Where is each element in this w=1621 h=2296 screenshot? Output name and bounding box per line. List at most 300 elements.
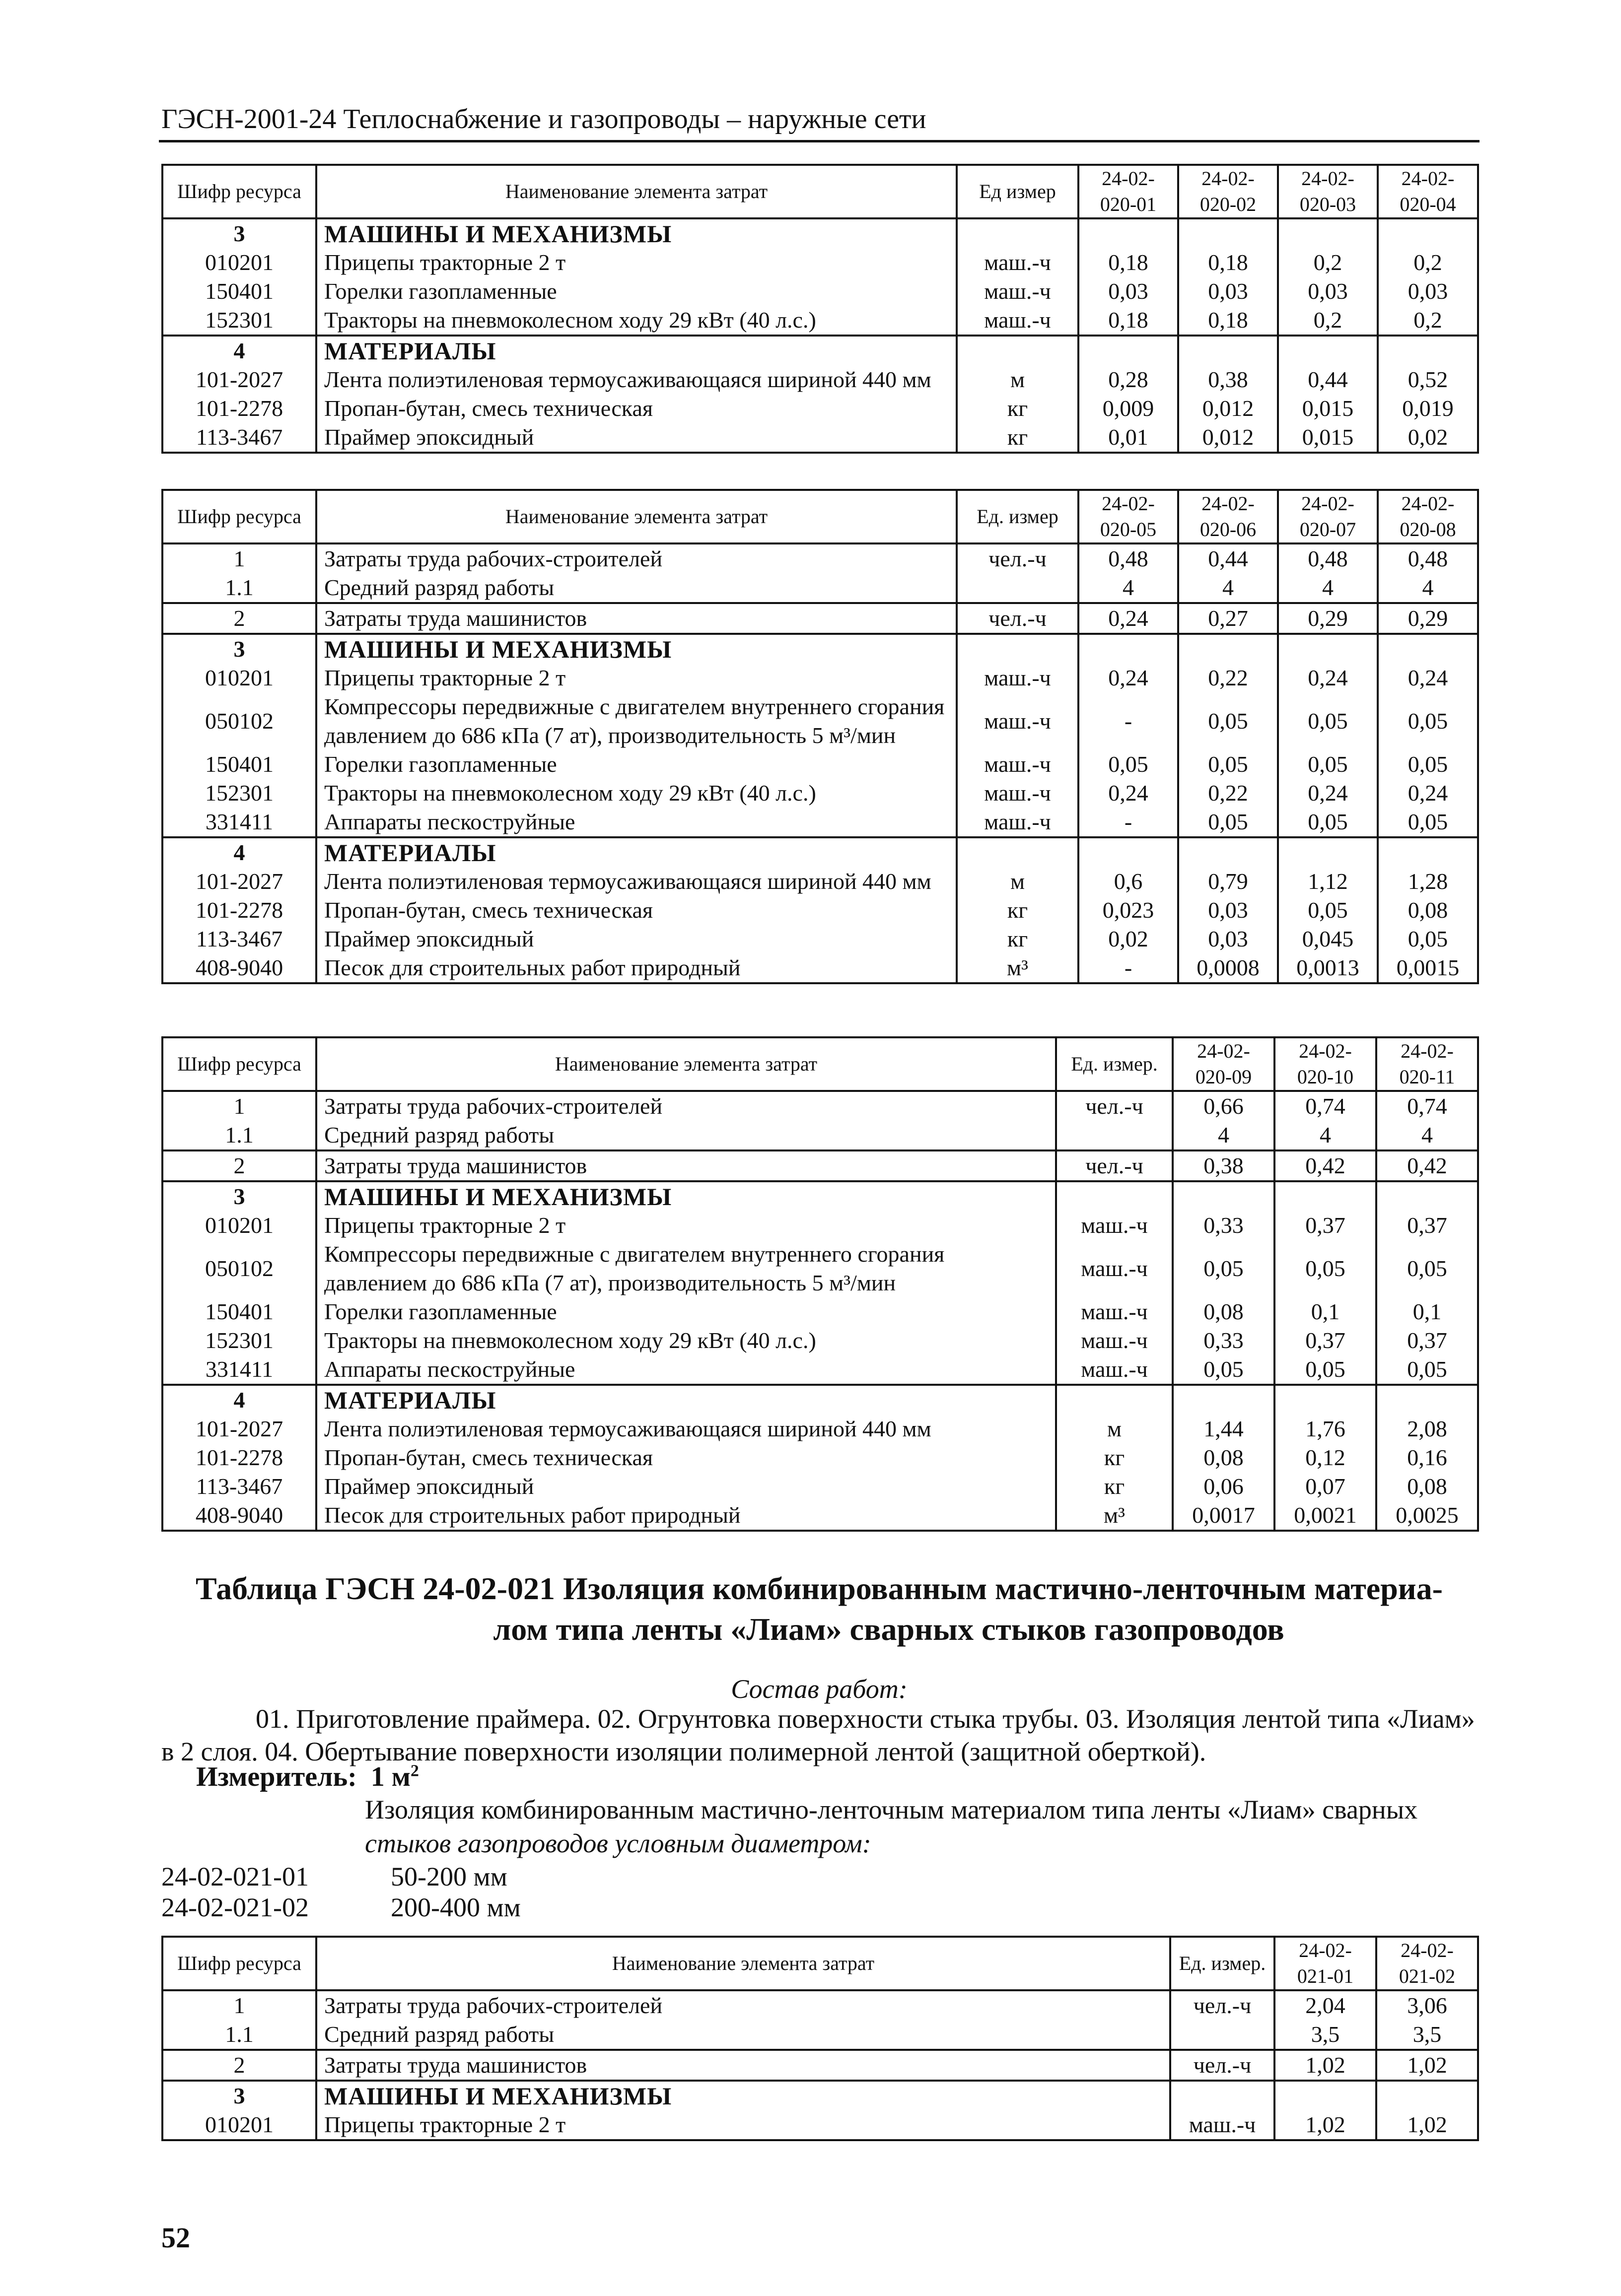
- cell-value: 4: [1274, 1121, 1376, 1150]
- cell-value: 0,05: [1278, 808, 1378, 837]
- cell-code: 1.1: [162, 2020, 316, 2050]
- cell-name: Средний разряд работы: [316, 573, 957, 603]
- cell-value: 0,012: [1178, 423, 1278, 453]
- column-header-norm: 24-02-020-08: [1378, 490, 1478, 543]
- cell-name: Песок для строительных работ природный: [316, 1501, 1056, 1531]
- cell-code: 1.1: [162, 1121, 316, 1150]
- cell-value: 0,08: [1378, 896, 1478, 925]
- cell-unit: маш.-ч: [957, 750, 1078, 779]
- cell-code: 1: [162, 543, 316, 573]
- cell-value: 0,52: [1378, 365, 1478, 394]
- cell-value: 3,5: [1376, 2020, 1478, 2050]
- cell-value: 0,44: [1278, 365, 1378, 394]
- column-header-code: Шифр ресурса: [162, 1937, 316, 1990]
- cell-unit: м³: [957, 953, 1078, 983]
- cell-unit: маш.-ч: [957, 306, 1078, 336]
- cell-value: 3,5: [1274, 2020, 1376, 2050]
- cell-value: [1376, 2081, 1478, 2110]
- cell-value: 0,05: [1378, 808, 1478, 837]
- cell-value: 0,03: [1178, 896, 1278, 925]
- cell-unit: [1056, 1121, 1173, 1150]
- table-row: [162, 837, 1478, 867]
- column-header-unit: Ед. измер.: [1170, 1937, 1274, 1990]
- cell-code: 150401: [162, 1297, 316, 1326]
- cell-code: 2: [162, 603, 316, 634]
- cell-value: 0,22: [1178, 779, 1278, 808]
- cell-value: 0,24: [1078, 603, 1178, 634]
- cell-name: Затраты труда рабочих-строителей: [316, 1091, 1056, 1121]
- cell-value: 0,009: [1078, 394, 1178, 423]
- cell-code: 010201: [162, 2110, 316, 2140]
- column-header-norm: 24-02-020-01: [1078, 165, 1178, 218]
- table-row: [162, 634, 1478, 664]
- cell-value: 1,02: [1376, 2110, 1478, 2140]
- column-header-name: Наименование элемента затрат: [316, 1937, 1170, 1990]
- cell-name: Тракторы на пневмоколесном ходу 29 кВт (40 л.с.): [316, 1326, 1056, 1355]
- cell-value: 0,33: [1173, 1326, 1274, 1355]
- column-header-code: Шифр ресурса: [162, 490, 316, 543]
- cell-value: 0,08: [1376, 1472, 1478, 1501]
- cell-code: 152301: [162, 306, 316, 336]
- cell-unit: маш.-ч: [1056, 1297, 1173, 1326]
- header-rule: [159, 140, 1480, 142]
- table-row: [162, 1501, 1478, 1531]
- column-header-norm: 24-02-020-05: [1078, 490, 1178, 543]
- norm-ref-label: 200-400 мм: [391, 1892, 521, 1922]
- table-row: [162, 1443, 1478, 1472]
- cell-value: 0,74: [1376, 1091, 1478, 1121]
- table-row: [162, 1240, 1478, 1297]
- norm-ref-row: [161, 1861, 507, 1892]
- header-row: [162, 490, 1478, 543]
- cell-value: [1378, 837, 1478, 867]
- cell-value: 0,03: [1178, 277, 1278, 306]
- column-header-norm: 24-02-020-09: [1173, 1037, 1274, 1091]
- cell-value: 0,0015: [1378, 953, 1478, 983]
- cell-value: 0,18: [1178, 248, 1278, 277]
- cell-name: Праймер эпоксидный: [316, 925, 957, 953]
- cell-value: [1274, 2081, 1376, 2110]
- header-row: [162, 165, 1478, 218]
- cell-code: 101-2027: [162, 867, 316, 896]
- cell-value: [1378, 336, 1478, 365]
- cell-unit: чел.-ч: [1056, 1091, 1173, 1121]
- cell-unit: кг: [1056, 1472, 1173, 1501]
- cell-value: 0,24: [1378, 664, 1478, 692]
- cell-value: 0,023: [1078, 896, 1178, 925]
- table-row: [162, 953, 1478, 983]
- table-row: [162, 543, 1478, 573]
- cell-name: Затраты труда машинистов: [316, 2050, 1170, 2081]
- cell-name: Песок для строительных работ природный: [316, 953, 957, 983]
- cell-unit: маш.-ч: [957, 808, 1078, 837]
- cell-value: 0,38: [1173, 1150, 1274, 1181]
- cell-value: 0,74: [1274, 1091, 1376, 1121]
- cell-value: 0,02: [1378, 423, 1478, 453]
- column-header-code: Шифр ресурса: [162, 1037, 316, 1091]
- cell-unit: [957, 634, 1078, 664]
- norms-table-2: [161, 489, 1479, 984]
- cell-value: 0,33: [1173, 1211, 1274, 1240]
- cell-value: 0,08: [1173, 1443, 1274, 1472]
- cell-value: 0,18: [1178, 306, 1278, 336]
- table-row: [162, 336, 1478, 365]
- cell-value: 4: [1178, 573, 1278, 603]
- cell-unit: кг: [957, 896, 1078, 925]
- cell-value: 0,24: [1278, 779, 1378, 808]
- table-row: [162, 1150, 1478, 1181]
- cell-code: 3: [162, 1181, 316, 1211]
- cell-name: Праймер эпоксидный: [316, 1472, 1056, 1501]
- table-row: [162, 1181, 1478, 1211]
- cell-name: Лента полиэтиленовая термоусаживающаяся шириной 440 мм: [316, 1415, 1056, 1443]
- cell-value: 0,79: [1178, 867, 1278, 896]
- work-composition-text: 01. Приготовление праймера. 02. Огрунтовка поверхности стыка трубы. 03. Изоляция лентой типа «Лиам» в 2 слоя. 04. Обертывание поверхности изоляции полимерной лентой (защитной оберткой).: [161, 1704, 1475, 1766]
- cell-value: 0,12: [1274, 1443, 1376, 1472]
- column-header-norm: 24-02-020-10: [1274, 1037, 1376, 1091]
- cell-value: [1173, 1385, 1274, 1415]
- cell-value: 0,48: [1078, 543, 1178, 573]
- cell-code: 101-2278: [162, 394, 316, 423]
- cell-code: 101-2027: [162, 1415, 316, 1443]
- cell-name: Затраты труда рабочих-строителей: [316, 1990, 1170, 2020]
- cell-name: Прицепы тракторные 2 т: [316, 2110, 1170, 2140]
- cell-value: 0,16: [1376, 1443, 1478, 1472]
- norms-table-1: [161, 164, 1479, 454]
- cell-unit: маш.-ч: [1056, 1355, 1173, 1385]
- cell-unit: чел.-ч: [1170, 1990, 1274, 2020]
- cell-value: [1274, 1385, 1376, 1415]
- meter-power: 2: [410, 1761, 419, 1780]
- cell-value: 0,24: [1378, 779, 1478, 808]
- cell-unit: маш.-ч: [957, 664, 1078, 692]
- table-title-line-2: лом типа ленты «Лиам» сварных стыков газопроводов: [493, 1612, 1284, 1647]
- cell-value: 0,29: [1278, 603, 1378, 634]
- cell-value: 0,05: [1378, 925, 1478, 953]
- cell-value: 0,0025: [1376, 1501, 1478, 1531]
- cell-code: 010201: [162, 248, 316, 277]
- column-header-name: Наименование элемента затрат: [316, 1037, 1056, 1091]
- table-row: [162, 808, 1478, 837]
- description-line-2: стыков газопроводов условным диаметром:: [365, 1828, 871, 1858]
- cell-value: 0,1: [1274, 1297, 1376, 1326]
- cell-code: 050102: [162, 692, 316, 750]
- cell-code: 331411: [162, 1355, 316, 1385]
- cell-value: 0,42: [1274, 1150, 1376, 1181]
- table-row: [162, 1091, 1478, 1121]
- cell-name: Горелки газопламенные: [316, 277, 957, 306]
- cell-value: 0,05: [1178, 692, 1278, 750]
- cell-name: Лента полиэтиленовая термоусаживающаяся шириной 440 мм: [316, 365, 957, 394]
- column-header-unit: Ед измер: [957, 165, 1078, 218]
- cell-unit: м: [957, 867, 1078, 896]
- cell-unit: кг: [957, 925, 1078, 953]
- cell-value: 0,01: [1078, 423, 1178, 453]
- cell-value: [1376, 1385, 1478, 1415]
- cell-name: МАШИНЫ И МЕХАНИЗМЫ: [316, 218, 957, 248]
- cell-name: МАТЕРИАЛЫ: [316, 336, 957, 365]
- table-row: [162, 750, 1478, 779]
- column-header-code: Шифр ресурса: [162, 165, 316, 218]
- column-header-norm: 24-02-021-01: [1274, 1937, 1376, 1990]
- cell-value: 0,03: [1178, 925, 1278, 953]
- cell-value: 1,28: [1378, 867, 1478, 896]
- norm-ref-code: 24-02-021-01: [161, 1862, 309, 1891]
- table-row: [162, 1211, 1478, 1240]
- cell-name: Тракторы на пневмоколесном ходу 29 кВт (40 л.с.): [316, 779, 957, 808]
- table-row: [162, 925, 1478, 953]
- cell-value: 0,18: [1078, 306, 1178, 336]
- cell-name: Праймер эпоксидный: [316, 423, 957, 453]
- table-row: [162, 277, 1478, 306]
- cell-unit: [957, 336, 1078, 365]
- cell-code: 152301: [162, 779, 316, 808]
- cell-value: 0,48: [1378, 543, 1478, 573]
- cell-value: 0,0021: [1274, 1501, 1376, 1531]
- cell-value: 1,02: [1376, 2050, 1478, 2081]
- table-row: [162, 2110, 1478, 2140]
- table-row: [162, 1355, 1478, 1385]
- meter-value: 1 м: [370, 1761, 411, 1792]
- cell-value: 0,05: [1376, 1240, 1478, 1297]
- cell-value: 0,05: [1278, 750, 1378, 779]
- cell-value: 0,44: [1178, 543, 1278, 573]
- cell-value: 0,03: [1378, 277, 1478, 306]
- cell-name: МАТЕРИАЛЫ: [316, 1385, 1056, 1415]
- cell-name: Затраты труда машинистов: [316, 603, 957, 634]
- cell-code: 4: [162, 837, 316, 867]
- table-row: [162, 218, 1478, 248]
- header-row: [162, 1937, 1478, 1990]
- cell-value: 0,2: [1378, 248, 1478, 277]
- cell-value: 0,37: [1274, 1211, 1376, 1240]
- cell-name: Пропан-бутан, смесь техническая: [316, 394, 957, 423]
- cell-unit: маш.-ч: [957, 248, 1078, 277]
- column-header-unit: Ед. измер.: [1056, 1037, 1173, 1091]
- table-title-line-1: Таблица ГЭСН 24-02-021 Изоляция комбинированным мастично-ленточным материа-: [196, 1571, 1443, 1606]
- cell-value: 0,015: [1278, 423, 1378, 453]
- table-row: [162, 1472, 1478, 1501]
- cell-name: Средний разряд работы: [316, 1121, 1056, 1150]
- table-row: [162, 692, 1478, 750]
- cell-value: 0,05: [1378, 750, 1478, 779]
- cell-value: [1178, 336, 1278, 365]
- cell-unit: маш.-ч: [1056, 1211, 1173, 1240]
- cell-value: 0,012: [1178, 394, 1278, 423]
- table-row: [162, 867, 1478, 896]
- cell-value: 4: [1378, 573, 1478, 603]
- cell-value: 0,05: [1278, 692, 1378, 750]
- description-line-1: Изоляция комбинированным мастично-ленточным материалом типа ленты «Лиам» сварных: [365, 1795, 1418, 1824]
- cell-value: 0,2: [1278, 248, 1378, 277]
- column-header-norm: 24-02-020-11: [1376, 1037, 1478, 1091]
- cell-unit: чел.-ч: [1170, 2050, 1274, 2081]
- cell-unit: [1170, 2081, 1274, 2110]
- cell-code: 101-2027: [162, 365, 316, 394]
- cell-name: Средний разряд работы: [316, 2020, 1170, 2050]
- cell-value: 0,2: [1378, 306, 1478, 336]
- cell-value: [1378, 218, 1478, 248]
- cell-value: 4: [1376, 1121, 1478, 1150]
- meter-line: [196, 1761, 419, 1793]
- cell-value: 0,015: [1278, 394, 1378, 423]
- cell-code: 113-3467: [162, 423, 316, 453]
- cell-value: 0,07: [1274, 1472, 1376, 1501]
- cell-code: 4: [162, 336, 316, 365]
- norms-table-3: [161, 1036, 1479, 1532]
- cell-value: [1178, 218, 1278, 248]
- column-header-norm: 24-02-020-04: [1378, 165, 1478, 218]
- cell-value: 0,1: [1376, 1297, 1478, 1326]
- cell-value: 0,0008: [1178, 953, 1278, 983]
- cell-code: 3: [162, 634, 316, 664]
- cell-value: 0,06: [1173, 1472, 1274, 1501]
- table-row: [162, 423, 1478, 453]
- table-row: [162, 365, 1478, 394]
- page-number: 52: [161, 2222, 190, 2254]
- cell-unit: кг: [957, 423, 1078, 453]
- cell-value: [1078, 336, 1178, 365]
- cell-unit: чел.-ч: [1056, 1150, 1173, 1181]
- cell-code: 1: [162, 1990, 316, 2020]
- cell-unit: маш.-ч: [1056, 1326, 1173, 1355]
- cell-value: 0,27: [1178, 603, 1278, 634]
- cell-unit: м³: [1056, 1501, 1173, 1531]
- cell-value: 0,05: [1376, 1355, 1478, 1385]
- table-row: [162, 573, 1478, 603]
- table-row: [162, 896, 1478, 925]
- cell-code: 150401: [162, 750, 316, 779]
- cell-name: Пропан-бутан, смесь техническая: [316, 1443, 1056, 1472]
- norm-ref-row: [161, 1892, 521, 1923]
- cell-name: Прицепы тракторные 2 т: [316, 1211, 1056, 1240]
- cell-value: 1,02: [1274, 2050, 1376, 2081]
- column-header-norm: 24-02-020-02: [1178, 165, 1278, 218]
- table-row: [162, 1326, 1478, 1355]
- cell-unit: [1056, 1181, 1173, 1211]
- cell-value: 0,38: [1178, 365, 1278, 394]
- table-row: [162, 1121, 1478, 1150]
- cell-value: 0,2: [1278, 306, 1378, 336]
- cell-value: [1278, 837, 1378, 867]
- cell-code: 4: [162, 1385, 316, 1415]
- cell-unit: маш.-ч: [957, 692, 1078, 750]
- cell-unit: м: [1056, 1415, 1173, 1443]
- cell-value: 0,05: [1274, 1355, 1376, 1385]
- column-header-norm: 24-02-021-02: [1376, 1937, 1478, 1990]
- cell-value: 0,42: [1376, 1150, 1478, 1181]
- table-row: [162, 394, 1478, 423]
- cell-value: [1078, 837, 1178, 867]
- cell-value: 0,08: [1173, 1297, 1274, 1326]
- cell-value: 2,08: [1376, 1415, 1478, 1443]
- cell-value: 0,48: [1278, 543, 1378, 573]
- cell-value: [1178, 634, 1278, 664]
- cell-value: [1278, 336, 1378, 365]
- cell-value: 0,18: [1078, 248, 1178, 277]
- cell-value: 4: [1173, 1121, 1274, 1150]
- cell-value: 0,02: [1078, 925, 1178, 953]
- cell-value: 0,05: [1173, 1240, 1274, 1297]
- cell-name: Затраты труда машинистов: [316, 1150, 1056, 1181]
- cell-value: 0,05: [1078, 750, 1178, 779]
- cell-code: 150401: [162, 277, 316, 306]
- cell-code: 408-9040: [162, 953, 316, 983]
- cell-name: Лента полиэтиленовая термоусаживающаяся шириной 440 мм: [316, 867, 957, 896]
- cell-code: 152301: [162, 1326, 316, 1355]
- cell-value: 0,22: [1178, 664, 1278, 692]
- cell-value: 0,0017: [1173, 1501, 1274, 1531]
- cell-code: 3: [162, 2081, 316, 2110]
- cell-name: Затраты труда рабочих-строителей: [316, 543, 957, 573]
- cell-name: МАШИНЫ И МЕХАНИЗМЫ: [316, 2081, 1170, 2110]
- cell-code: 101-2278: [162, 896, 316, 925]
- table-row: [162, 306, 1478, 336]
- cell-value: [1376, 1181, 1478, 1211]
- work-composition-label: Состав работ:: [731, 1674, 908, 1704]
- cell-unit: чел.-ч: [957, 543, 1078, 573]
- table-row: [162, 1415, 1478, 1443]
- cell-unit: маш.-ч: [1170, 2110, 1274, 2140]
- cell-value: 0,05: [1274, 1240, 1376, 1297]
- cell-value: 0,05: [1278, 896, 1378, 925]
- cell-name: МАШИНЫ И МЕХАНИЗМЫ: [316, 1181, 1056, 1211]
- column-header-norm: 24-02-020-06: [1178, 490, 1278, 543]
- cell-value: 1,02: [1274, 2110, 1376, 2140]
- cell-unit: кг: [957, 394, 1078, 423]
- cell-code: 2: [162, 2050, 316, 2081]
- cell-value: [1078, 218, 1178, 248]
- cell-code: 113-3467: [162, 1472, 316, 1501]
- table-row: [162, 248, 1478, 277]
- cell-value: -: [1078, 692, 1178, 750]
- meter-label: Измеритель:: [196, 1761, 357, 1792]
- cell-unit: [957, 573, 1078, 603]
- cell-code: 1.1: [162, 573, 316, 603]
- table-row: [162, 2020, 1478, 2050]
- cell-value: 4: [1078, 573, 1178, 603]
- table-row: [162, 2050, 1478, 2081]
- cell-value: 4: [1278, 573, 1378, 603]
- cell-code: 1: [162, 1091, 316, 1121]
- cell-name: Компрессоры передвижные с двигателем внутреннего сгорания давлением до 686 кПа (7 ат), производительность 5 м³/мин: [316, 692, 957, 750]
- cell-name: Тракторы на пневмоколесном ходу 29 кВт (40 л.с.): [316, 306, 957, 336]
- cell-unit: чел.-ч: [957, 603, 1078, 634]
- cell-code: 3: [162, 218, 316, 248]
- cell-unit: маш.-ч: [957, 277, 1078, 306]
- column-header-norm: 24-02-020-03: [1278, 165, 1378, 218]
- cell-value: 0,045: [1278, 925, 1378, 953]
- table-row: [162, 1990, 1478, 2020]
- table-row: [162, 779, 1478, 808]
- column-header-name: Наименование элемента затрат: [316, 165, 957, 218]
- cell-value: 0,03: [1278, 277, 1378, 306]
- cell-value: 0,05: [1173, 1355, 1274, 1385]
- cell-code: 101-2278: [162, 1443, 316, 1472]
- cell-code: 113-3467: [162, 925, 316, 953]
- cell-unit: [957, 218, 1078, 248]
- cell-value: 0,37: [1376, 1326, 1478, 1355]
- cell-value: 0,28: [1078, 365, 1178, 394]
- cell-value: [1278, 634, 1378, 664]
- cell-value: -: [1078, 808, 1178, 837]
- running-header: ГЭСН-2001-24 Теплоснабжение и газопроводы – наружные сети: [161, 104, 926, 135]
- cell-value: 1,44: [1173, 1415, 1274, 1443]
- table-row: [162, 1297, 1478, 1326]
- cell-value: [1278, 218, 1378, 248]
- cell-value: 1,12: [1278, 867, 1378, 896]
- cell-code: 010201: [162, 1211, 316, 1240]
